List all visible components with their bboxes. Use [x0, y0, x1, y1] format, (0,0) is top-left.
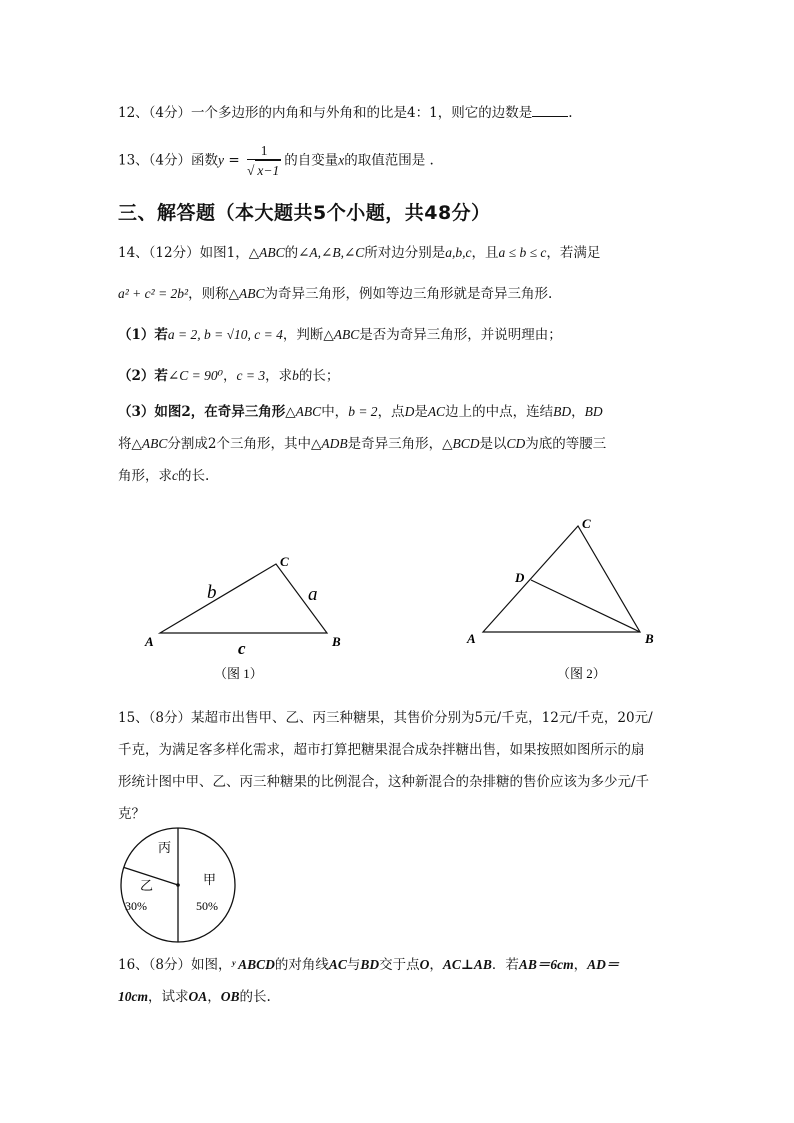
q14-text: ，点 — [377, 404, 405, 420]
q14-text: ， — [571, 404, 585, 420]
pie-chart — [108, 818, 248, 958]
pie-pct-jia: 50% — [196, 899, 218, 913]
q12-prefix: 12、（4分） — [118, 105, 192, 121]
pie-pct-yi: 30% — [125, 899, 147, 913]
q15-text: 克？ — [118, 806, 145, 822]
question-13 — [118, 142, 434, 180]
q14-math: c — [172, 468, 178, 483]
q14-math: a ≤ b ≤ c — [498, 245, 547, 260]
q16-math: AB＝6cm — [518, 957, 574, 972]
q13-text-c: 的取值范围是 . — [344, 152, 434, 169]
fig1-caption: （图 1） — [214, 666, 263, 681]
fig1-side-a: a — [308, 584, 318, 605]
q14-math: b — [292, 368, 299, 383]
q14-text: 是 — [414, 404, 428, 420]
q16-text: ， — [573, 957, 588, 973]
q16-math: AD＝ — [587, 957, 620, 972]
figure-2 — [466, 516, 654, 681]
q14-text: 是否为奇异三角形，并说明理由； — [359, 327, 562, 343]
q15-text: 某超市出售甲、乙、丙三种糖果，其售价分别为5元/千克，12元/千克，20元/ — [191, 710, 653, 726]
question-15-line-1 — [118, 708, 653, 728]
q15-prefix: 15、（8分） — [118, 710, 192, 726]
figure-1 — [144, 554, 341, 681]
q16-math: OB — [220, 989, 240, 1004]
q16-math: AC — [328, 957, 347, 972]
q14-text: ，判断 — [282, 327, 324, 343]
q13-eq: = — [224, 152, 244, 169]
q12-tail: . — [568, 105, 573, 121]
q13-denominator: √ x−1 — [247, 160, 281, 180]
q14-text: 是奇异三角形， — [347, 436, 443, 452]
q14-text: 如图1， — [199, 245, 249, 261]
q14-text: 的 — [284, 245, 299, 261]
q14-math: △ADB — [310, 436, 348, 451]
q14-text: ，求 — [265, 368, 293, 384]
q16-text: 与 — [346, 957, 361, 973]
q14-text: ，若满足 — [546, 245, 601, 261]
q14-text: 中， — [321, 404, 349, 420]
q12-answer-blank[interactable] — [532, 102, 568, 117]
q15-text: 千克，为满足客多样化需求，超市打算把糖果混合成杂拌糖出售，如果按照如图所示的扇 — [118, 742, 645, 758]
q14-math: △ABC — [323, 327, 360, 342]
q14-math: △ABC — [248, 245, 285, 260]
segment-bd — [531, 580, 640, 632]
q13-text-b: 的自变量 — [284, 152, 339, 169]
q16-text: ， — [207, 989, 221, 1005]
q14-math: BD — [553, 404, 572, 419]
question-14-part-3-line-2 — [118, 434, 606, 454]
fig1-vertex-b: B — [332, 634, 341, 649]
q16-text: 交于点 — [379, 957, 420, 973]
q14-part-label: （1）若 — [118, 327, 168, 343]
question-14-part-1 — [118, 325, 562, 345]
question-14-part-2 — [118, 366, 339, 386]
question-12 — [118, 102, 573, 123]
triangle-abc-fig1 — [160, 564, 327, 633]
q16-text: ，试求 — [148, 989, 189, 1005]
q14-text: 角形，求 — [118, 468, 172, 484]
question-16-line-2 — [118, 987, 271, 1007]
q14-math: AC — [427, 404, 446, 419]
q14-prefix: 14、（12分） — [118, 245, 200, 261]
q14-text: 分割成2个三角形，其中 — [167, 436, 311, 452]
fig2-vertex-b: B — [645, 631, 654, 646]
fig2-caption: （图 2） — [557, 666, 606, 681]
q14-math: ∠A,∠B,∠C — [298, 245, 365, 260]
q14-text: 为奇异三角形，例如等边三角形就是奇异三角形. — [264, 286, 553, 302]
question-14-part-3-line-1 — [118, 402, 603, 422]
q15-text: 形统计图中甲、乙、丙三种糖果的比例混合，这种新混合的杂排糖的售价应该为多少元/千 — [118, 774, 650, 790]
q16-math: 10cm — [118, 989, 148, 1004]
q16-text: 如图， — [191, 957, 232, 973]
fig1-side-b: b — [207, 582, 217, 603]
fig2-vertex-a: A — [467, 631, 476, 646]
q16-math: OA — [188, 989, 208, 1004]
q14-text: 的长； — [298, 368, 340, 384]
q13-var-x: x — [338, 152, 345, 168]
q14-math: △ABC — [131, 436, 168, 451]
q14-text: 将 — [118, 436, 132, 452]
q13-sqrt-content: x−1 — [255, 160, 281, 180]
q14-part-label: （3）如图2，在奇异三角形 — [118, 404, 286, 420]
q16-prefix: 16、（8分） — [118, 957, 192, 973]
q16-text: 的长. — [239, 989, 271, 1005]
q14-equation: a² + c² = 2b² — [118, 286, 189, 301]
pie-label-yi: 乙 — [140, 878, 154, 893]
question-16-line-1 — [118, 955, 619, 975]
fig1-side-c: c — [238, 639, 246, 658]
question-14-line-1 — [118, 243, 600, 263]
q13-text-a: 函数 — [191, 152, 219, 169]
q16-math: ʸ ABCD — [231, 957, 275, 972]
q16-text: 的对角线 — [274, 957, 329, 973]
fig1-vertex-a: A — [145, 634, 154, 649]
q16-text: ．若 — [491, 957, 519, 973]
q13-numerator: 1 — [247, 142, 281, 160]
q14-text: ，则称 — [188, 286, 229, 302]
q14-text: 为底的等腰三 — [525, 436, 607, 452]
q14-math: ∠C = 90⁰ — [167, 368, 223, 383]
q14-text: ， — [223, 368, 237, 384]
q16-text: ， — [429, 957, 443, 973]
q14-text: 是以 — [479, 436, 507, 452]
q14-math: c = 3 — [236, 368, 266, 383]
question-14-part-3-line-3 — [118, 466, 209, 486]
q14-math: CD — [506, 436, 526, 451]
section-3-heading: 三、解答题（本大题共5个小题，共48分） — [118, 202, 491, 224]
q16-math: AC⊥AB — [442, 957, 492, 972]
q14-math: a,b,c — [445, 245, 472, 260]
q14-math: BD — [584, 404, 603, 419]
q13-prefix: 13、（4分） — [118, 152, 192, 169]
fig1-vertex-c: C — [280, 554, 289, 569]
q14-math: △BCD — [442, 436, 480, 451]
q14-math: D — [404, 404, 415, 419]
pie-center — [176, 883, 180, 887]
q16-math: BD — [360, 957, 380, 972]
q14-text: ，且 — [471, 245, 499, 261]
q14-math: b = 2 — [348, 404, 378, 419]
q14-text: 边上的中点，连结 — [445, 404, 554, 420]
q14-text: 所对边分别是 — [364, 245, 446, 261]
question-14-line-2 — [118, 284, 552, 304]
fig2-vertex-d: D — [515, 570, 525, 585]
question-15-line-3 — [118, 772, 649, 792]
q16-math: O — [419, 957, 430, 972]
q13-var-y: y — [218, 152, 225, 168]
q14-text: 的长. — [178, 468, 210, 484]
q14-part-label: （2）若 — [118, 368, 168, 384]
q14-math: △ABC — [285, 404, 322, 419]
q14-math: △ABC — [228, 286, 265, 301]
q12-text: 一个多边形的内角和与外角和的比是4：1，则它的边数是 — [191, 105, 533, 121]
q14-math: a = 2, b = √10, c = 4 — [167, 327, 283, 342]
question-15-line-2 — [118, 740, 645, 760]
pie-label-jia: 甲 — [203, 872, 217, 887]
q13-fraction — [247, 142, 281, 180]
fig2-vertex-c: C — [582, 516, 591, 531]
pie-label-bing: 丙 — [158, 840, 172, 855]
triangle-abc-fig2 — [483, 526, 640, 632]
figures-q14 — [0, 505, 794, 705]
